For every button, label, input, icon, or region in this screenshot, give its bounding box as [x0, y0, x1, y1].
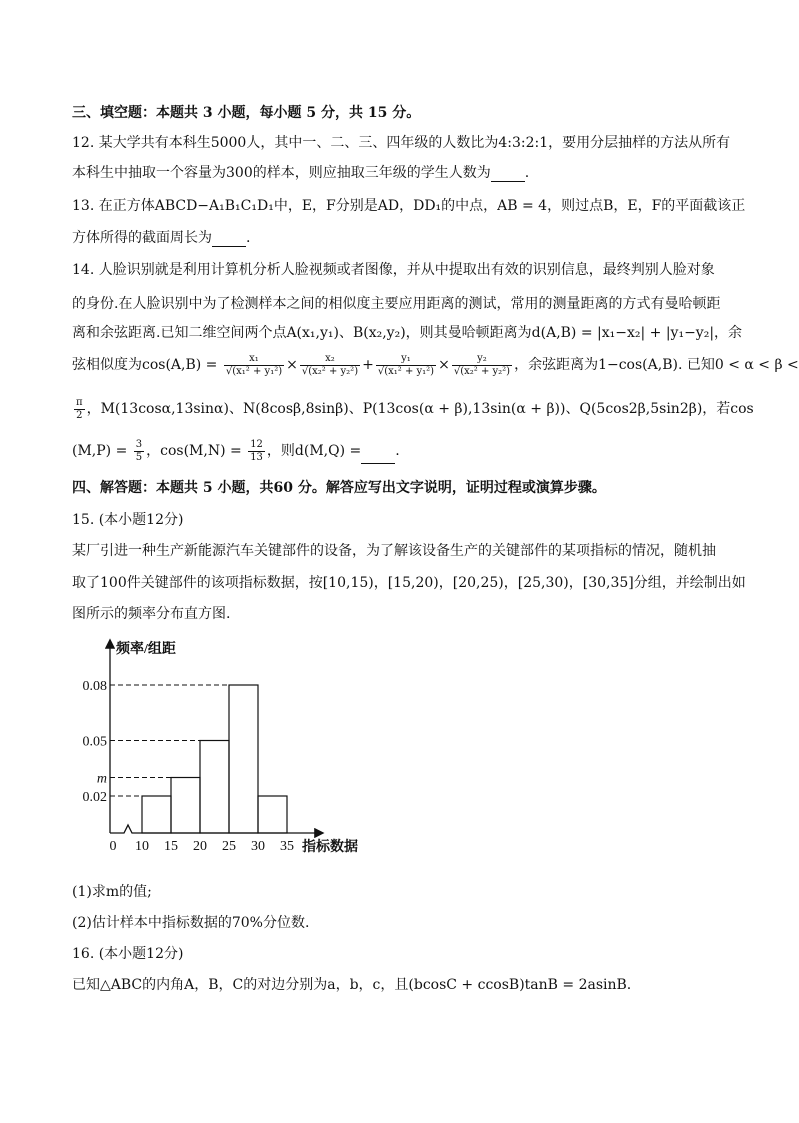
q13-text: 方体所得的截面周长为	[72, 230, 212, 246]
x-tick-label: 0	[109, 839, 117, 854]
histogram-bar	[142, 796, 171, 833]
frequency-histogram	[82, 635, 380, 860]
fraction: $\frac{3}{5}$	[135, 438, 143, 463]
x-tick-label: 25	[222, 839, 236, 854]
x-tick-label: 20	[193, 839, 207, 854]
y-tick-label: 0.08	[82, 679, 107, 694]
q15-part-1: (1)求m的值;	[72, 884, 152, 900]
q16-line-1: 已知△ABC的内角A，B，C的对边分别为a，b，c，且(bcosC + ccosB)tanB = 2asinB.	[72, 977, 632, 993]
q14-line-2: 的身份.在人脸识别中为了检测样本之间的相似度主要应用距离的测试，常用的测量距离的方式有曼哈顿距	[72, 296, 721, 312]
q15-line-3: 图所示的频率分布直方图.	[72, 606, 231, 622]
x-tick-label: 15	[164, 839, 178, 854]
histogram-bar	[200, 741, 229, 834]
q15-part-2: (2)估计样本中指标数据的70%分位数.	[72, 915, 310, 931]
q14-answer-blank	[361, 449, 395, 464]
q12-answer-blank	[491, 167, 525, 182]
q15-title: 15. (本小题12分)	[72, 512, 184, 528]
y-tick-label: 0.05	[82, 734, 107, 750]
section-3-heading: 三、填空题：本题共 3 小题，每小题 5 分，共 15 分。	[72, 105, 421, 121]
q12-text: 本科生中抽取一个容量为300的样本，则应抽取三年级的学生人数为	[72, 165, 491, 181]
fraction: $\frac{\text{y₂}}{\text{√(x₂² + y₂²)}}$	[453, 352, 511, 377]
q14-line-5: $\frac{\pi}{2}$ ，M(13cosα,13sinα)、N(8cosβ,8sinβ)、P(13cos(α + β),13sin(α + β))、Q(5cos2β,5sin2β)，若cos	[76, 396, 754, 421]
x-axis-label: 指标数据	[302, 840, 358, 855]
q14-line-4: 弦相似度为cos(A,B) = $\frac{\text{x₁}}{\text{√(x₁² + y₁²)}}$ × $\frac{\text{x₂}}{\text{√(x₂² + y₂²)}}$ + $\frac{\text{y₁}}{\text{√(x₁² + y₁²)}}$ × $\frac{\text{y₂}}{\text{√(x₂² + y₂²)}}$ ，余弦距离为1−cos(A,B). 已知0 < α < β <	[72, 352, 799, 377]
fraction: $\frac{\text{x₁}}{\text{√(x₁² + y₁²)}}$	[225, 352, 283, 377]
fraction-pi-over-2: $\frac{\pi}{2}$	[76, 396, 83, 421]
y-axis-label: 频率/组距	[116, 642, 176, 657]
x-tick-label: 35	[280, 839, 294, 854]
q15-line-2: 取了100件关键部件的该项指标数据，按[10,15)，[15,20)，[20,25)，[25,30)，[30,35]分组，并绘制出如	[72, 575, 746, 591]
y-tick-label: m	[96, 771, 107, 787]
q14-line-1: 14. 人脸识别就是利用计算机分析人脸视频或者图像，并从中提取出有效的识别信息，最终判别人脸对象	[72, 262, 715, 278]
fraction: $\frac{12}{13}$	[250, 438, 263, 463]
q12-line-1: 12. 某大学共有本科生5000人，其中一、二、三、四年级的人数比为4:3:2:1，要用分层抽样的方法从所有	[72, 135, 731, 151]
histogram-bar	[229, 685, 258, 833]
x-tick-label: 10	[135, 839, 149, 854]
q12-line-2: 本科生中抽取一个容量为300的样本，则应抽取三年级的学生人数为 .	[72, 165, 530, 181]
histogram-bar	[258, 796, 287, 833]
q14-line-6: (M,P) = $\frac{3}{5}$ ，cos(M,N) = $\frac{12}{13}$ ，则d(M,Q) = .	[72, 438, 400, 463]
q13-answer-blank	[212, 232, 246, 247]
fraction: $\frac{\text{x₂}}{\text{√(x₂² + y₂²)}}$	[301, 352, 359, 377]
q13-line-2: 方体所得的截面周长为 .	[72, 230, 251, 246]
y-tick-label: 0.02	[82, 790, 107, 805]
section-4-heading: 四、解答题：本题共 5 小题，共60 分。解答应写出文字说明，证明过程或演算步骤。	[72, 480, 606, 496]
x-tick-label: 30	[251, 839, 265, 854]
q13-line-1: 13. 在正方体ABCD−A₁B₁C₁D₁中，E，F分别是AD，DD₁的中点，AB = 4，则过点B，E，F的平面截该正	[72, 198, 746, 214]
fraction: $\frac{\text{y₁}}{\text{√(x₁² + y₁²)}}$	[377, 352, 435, 377]
q15-line-1: 某厂引进一种生产新能源汽车关键部件的设备，为了解该设备生产的关键部件的某项指标的情况，随机抽	[72, 543, 716, 559]
histogram-bar	[171, 778, 200, 834]
q16-title: 16. (本小题12分)	[72, 946, 184, 962]
q14-line-3: 离和余弦距离.已知二维空间两个点A(x₁,y₁)、B(x₂,y₂)，则其曼哈顿距离为d(A,B) = |x₁−x₂| + |y₁−y₂|，余	[72, 325, 743, 341]
